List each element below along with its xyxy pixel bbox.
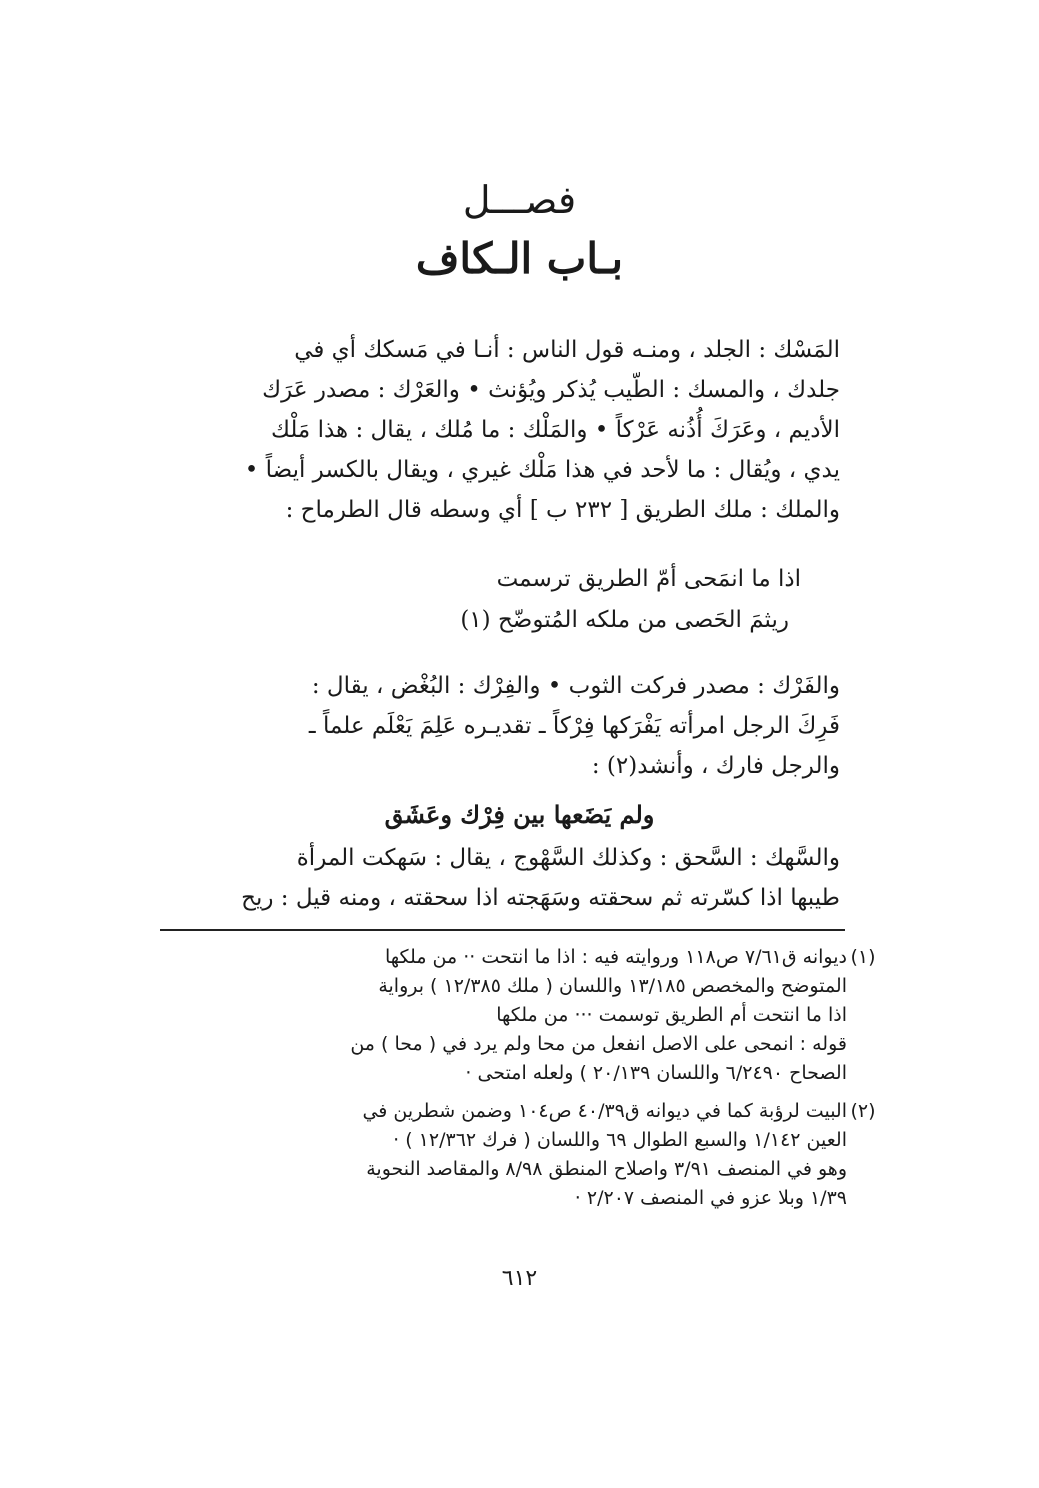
text-line: طيبها اذا كسّرته ثم سحقته وسَهَجته اذا سحقته ، ومنه قيل : ريح: [241, 885, 840, 911]
text-line: فَرِكَ الرجل امرأته يَفْرَكها فِرْكاً ـ تقديـره عَلِمَ يَعْلَم علماً ـ: [308, 713, 840, 739]
footnote-line: البيت لرؤبة كما في ديوانه ق٤٠/٣٩ ص١٠٤ وضمن شطرين في: [362, 1100, 847, 1122]
text-line: والرجل فارك ، وأنشد(٢) :: [591, 753, 840, 779]
footnote-line: ديوانه ق٧/٦١ ص١١٨ وروايته فيه : اذا ما انتحت ·· من ملكها: [385, 946, 847, 968]
footnote-line: قوله : انمحى على الاصل انفعل من محا ولم يرد في ( محا ) من: [350, 1033, 847, 1055]
paragraph-1: [160, 330, 840, 530]
footnote-line: العين ١/١٤٢ والسبع الطوال ٦٩ واللسان ( فرك ١٢/٣٦٢ ) ·: [393, 1129, 847, 1151]
text-line: يدي ، ويُقال : ما لأحد في هذا مَلْك غيري ، ويقال بالكسر أيضاً •: [244, 457, 840, 483]
footnote-line: اذا ما انتحت أم الطريق توسمت ··· من ملكها: [496, 1004, 847, 1026]
footnote-line: المتوضح والمخصص ١٣/١٨٥ واللسان ( ملك ١٢/٣٨٥ ) برواية: [378, 975, 847, 997]
text-line: والفَرْك : مصدر فركت الثوب • والفِرْك : البُغْض ، يقال :: [311, 673, 840, 699]
footnote-line: الصحاح ٦/٢٤٩٠ واللسان ٢٠/١٣٩ ) ولعله امتحى ·: [465, 1062, 847, 1084]
text-line: والملك : ملك الطريق [ ٢٣٢ ب ] أي وسطه قال الطرماح :: [285, 497, 840, 523]
footnote-marker: (١): [850, 946, 876, 968]
paragraph-2: [160, 666, 840, 786]
footnote-divider: [160, 929, 845, 931]
verse-1-line-1: اذا ما انمَحى أمّ الطريق ترسمت: [496, 566, 801, 592]
page-number: ٦١٢: [501, 1266, 538, 1291]
footnote-line: وهو في المنصف ٣/٩١ واصلاح المنطق ٨/٩٨ والمقاصد النحوية: [366, 1158, 847, 1180]
text-line: جلدك ، والمسك : الطّيب يُذكر ويُؤنث • والعَرْك : مصدر عَرَك: [262, 377, 840, 403]
verse-1-line-2: ريثمَ الحَصى من ملكه المُتوضّح (١): [460, 607, 789, 633]
footnote-marker: (٢): [850, 1100, 876, 1122]
text-line: الأديم ، وعَرَكَ أُذُنه عَرْكاً • والمَلْك : ما مُلك ، يقال : هذا مَلْك: [270, 417, 840, 443]
footnote-2: [175, 1097, 876, 1213]
section-heading: فصـــل: [462, 178, 577, 222]
footnote-line: ١/٣٩ وبلا عزو في المنصف ٢/٢٠٧ ·: [574, 1187, 847, 1209]
verse-2: ولم يَضَعها بين فِرْك وعَشَق: [384, 800, 655, 829]
footnote-1: [175, 943, 876, 1088]
chapter-heading: بـاب الـكاف: [415, 234, 624, 283]
text-line: والسَّهك : السَّحق : وكذلك السَّهْوج ، يقال : سَهكت المرأة: [296, 845, 840, 871]
text-line: المَسْك : الجلد ، ومنـه قول الناس : أنـا في مَسكك أي في: [294, 337, 840, 363]
paragraph-3: [160, 838, 840, 918]
